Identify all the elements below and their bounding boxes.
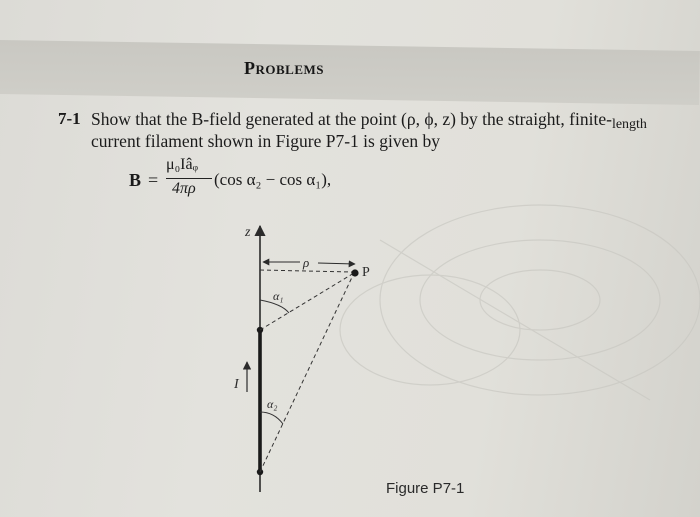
formula-denominator: 4πρ — [172, 180, 196, 197]
point-label-p: P — [362, 265, 370, 280]
section-title: Problems — [244, 58, 325, 78]
formula-numerator: μ₀Iâᵩ — [166, 156, 198, 173]
formula-equals: = — [148, 170, 159, 190]
rho-label: ρ — [303, 255, 310, 270]
point-p — [351, 269, 358, 276]
problem-text-line-1-tail: length — [611, 117, 647, 132]
problem-text-line-1-main: Show that the B-field generated at the point (ρ, ϕ, z) by the straight, finite- — [91, 109, 612, 129]
rho-dashed-line — [260, 270, 352, 272]
figure-caption: Figure P7-1 — [386, 480, 465, 497]
current-label: I — [234, 377, 239, 392]
axis-label-z: z — [245, 225, 251, 240]
formula-rhs: (cos α₂ − cos α₁), — [214, 170, 332, 189]
alpha2-arc — [260, 412, 283, 424]
rho-arrow-right — [318, 263, 355, 264]
problem-number: 7-1 — [58, 109, 81, 128]
alpha1-label: α₁ — [273, 289, 284, 303]
problem-text-line-2: current filament shown in Figure P7-1 is given by — [91, 131, 440, 151]
alpha2-label: α₂ — [267, 397, 278, 411]
formula-lhs: B — [129, 170, 142, 190]
